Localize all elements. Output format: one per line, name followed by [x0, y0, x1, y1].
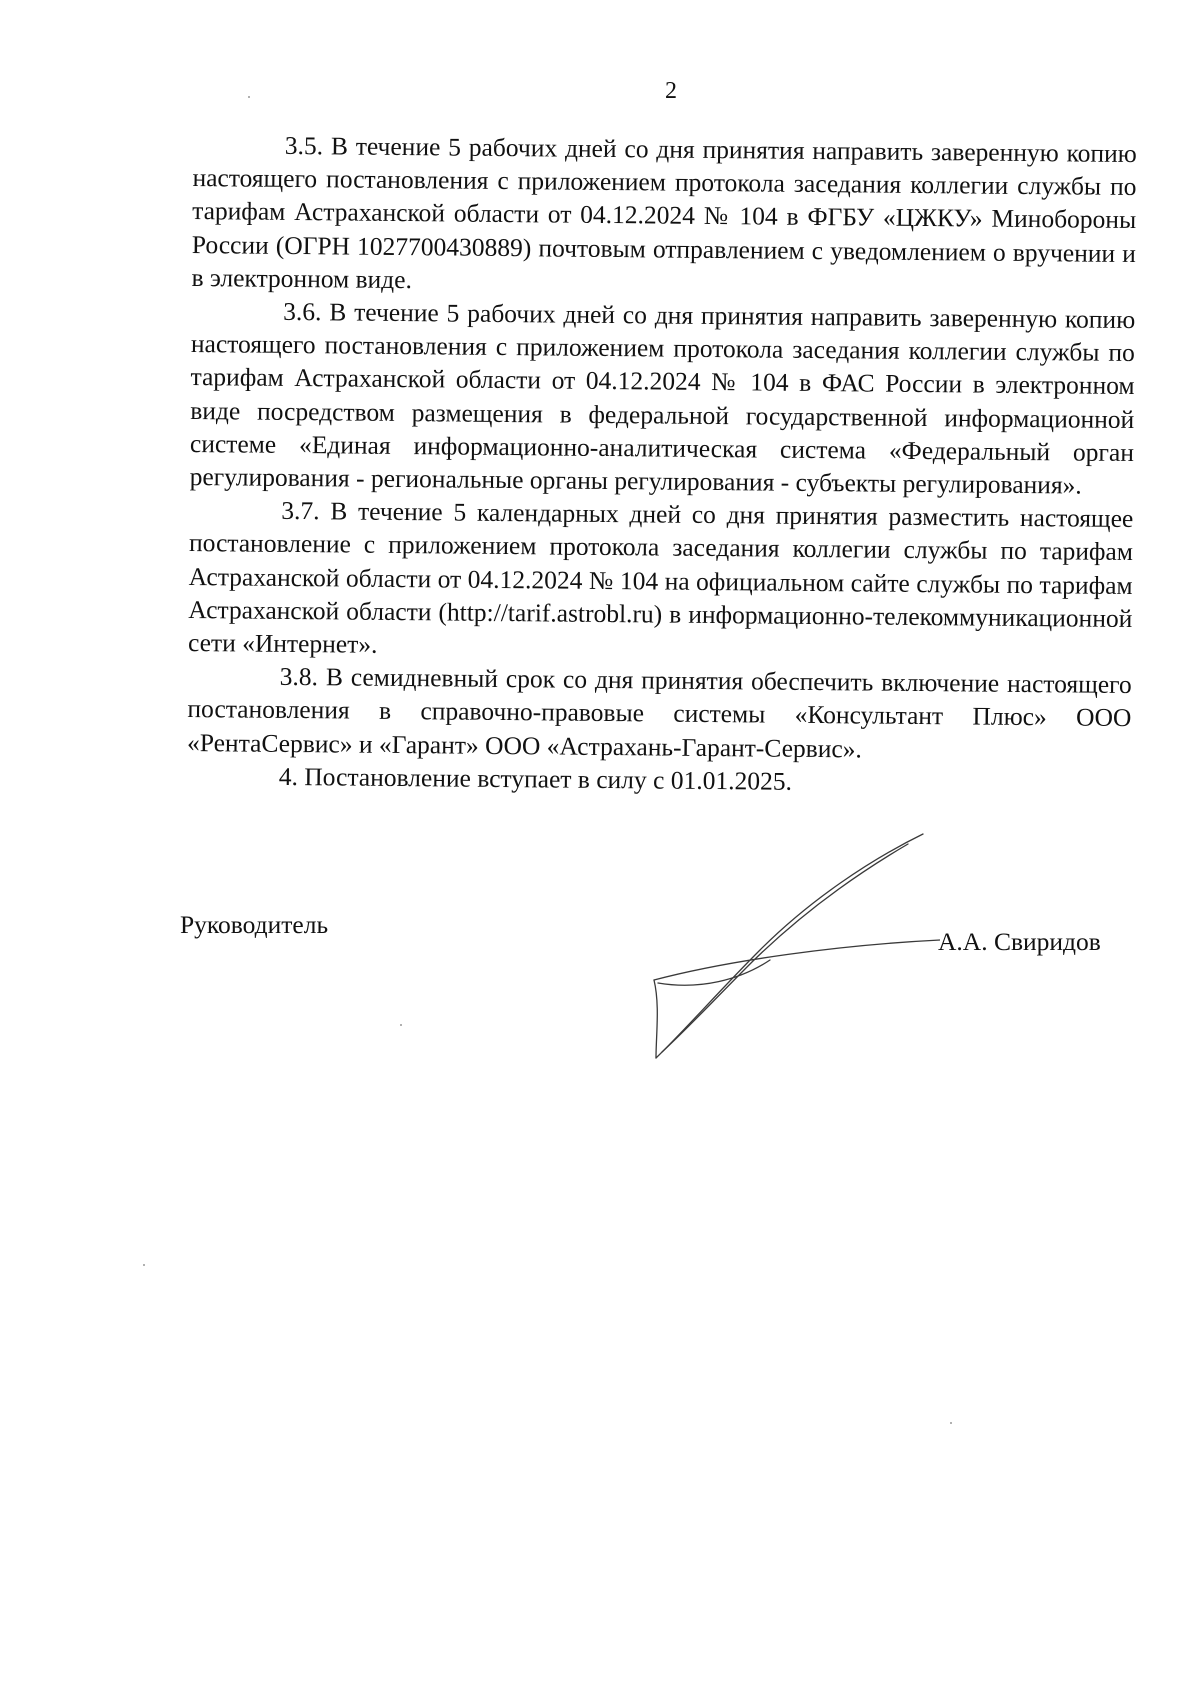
- paragraph-3-8: 3.8. В семидневный срок со дня принятия обеспечить включение настоящего постановления в справочно-правовые системы «Консультант Плюс» ООО «РентаСервис» и «Гарант» ООО «Астрахань-Гарант-Сервис».: [186, 662, 1132, 764]
- signer-name: А.А. Свиридов: [938, 927, 1101, 956]
- page-number: 2: [665, 78, 677, 104]
- paragraph-3-7: 3.7. В течение 5 календарных дней со дня принятия разместить настоящее постановление с приложением протокола заседания коллегии службы по тарифам Астраханской области от 04.12.2024 № 104 на официальном сайте службы по тарифам Астраханской области (http://tarif.astrobl.ru) в информационно-телекоммуникационной сети «Интернет».: [187, 496, 1134, 659]
- paragraph-3-5: 3.5. В течение 5 рабочих дней со дня принятия направить заверенную копию настоящего постановления с приложением протокола заседания коллегии службы по тарифам Астраханской области от 04.12.2024 № 104 в ФГБУ «ЦЖКУ» Минобороны России (ОГРН 1027700430889) почтовым отправлением с уведомлением о вручении и в электронном виде.: [191, 130, 1137, 294]
- scan-speck: [143, 1264, 145, 1266]
- scan-speck: [400, 1024, 402, 1026]
- scan-speck: [950, 1422, 952, 1424]
- handwritten-signature: [640, 830, 940, 1070]
- paragraph-4: 4. Постановление вступает в силу с 01.01.2025.: [278, 761, 793, 796]
- scan-speck: [248, 96, 250, 98]
- signer-position: Руководитель: [180, 910, 329, 939]
- paragraph-3-6: 3.6. В течение 5 рабочих дней со дня принятия направить заверенную копию настоящего постановления с приложением протокола заседания коллегии службы по тарифам Астраханской области от 04.12.2024 № 104 в ФАС России в электронном виде посредством размещения в федеральной государственной информационной системе «Единая информационно-аналитическая система «Федеральный орган регулирования - региональные органы регулирования - субъекты регулирования».: [189, 296, 1136, 500]
- document-body: [187, 128, 1137, 801]
